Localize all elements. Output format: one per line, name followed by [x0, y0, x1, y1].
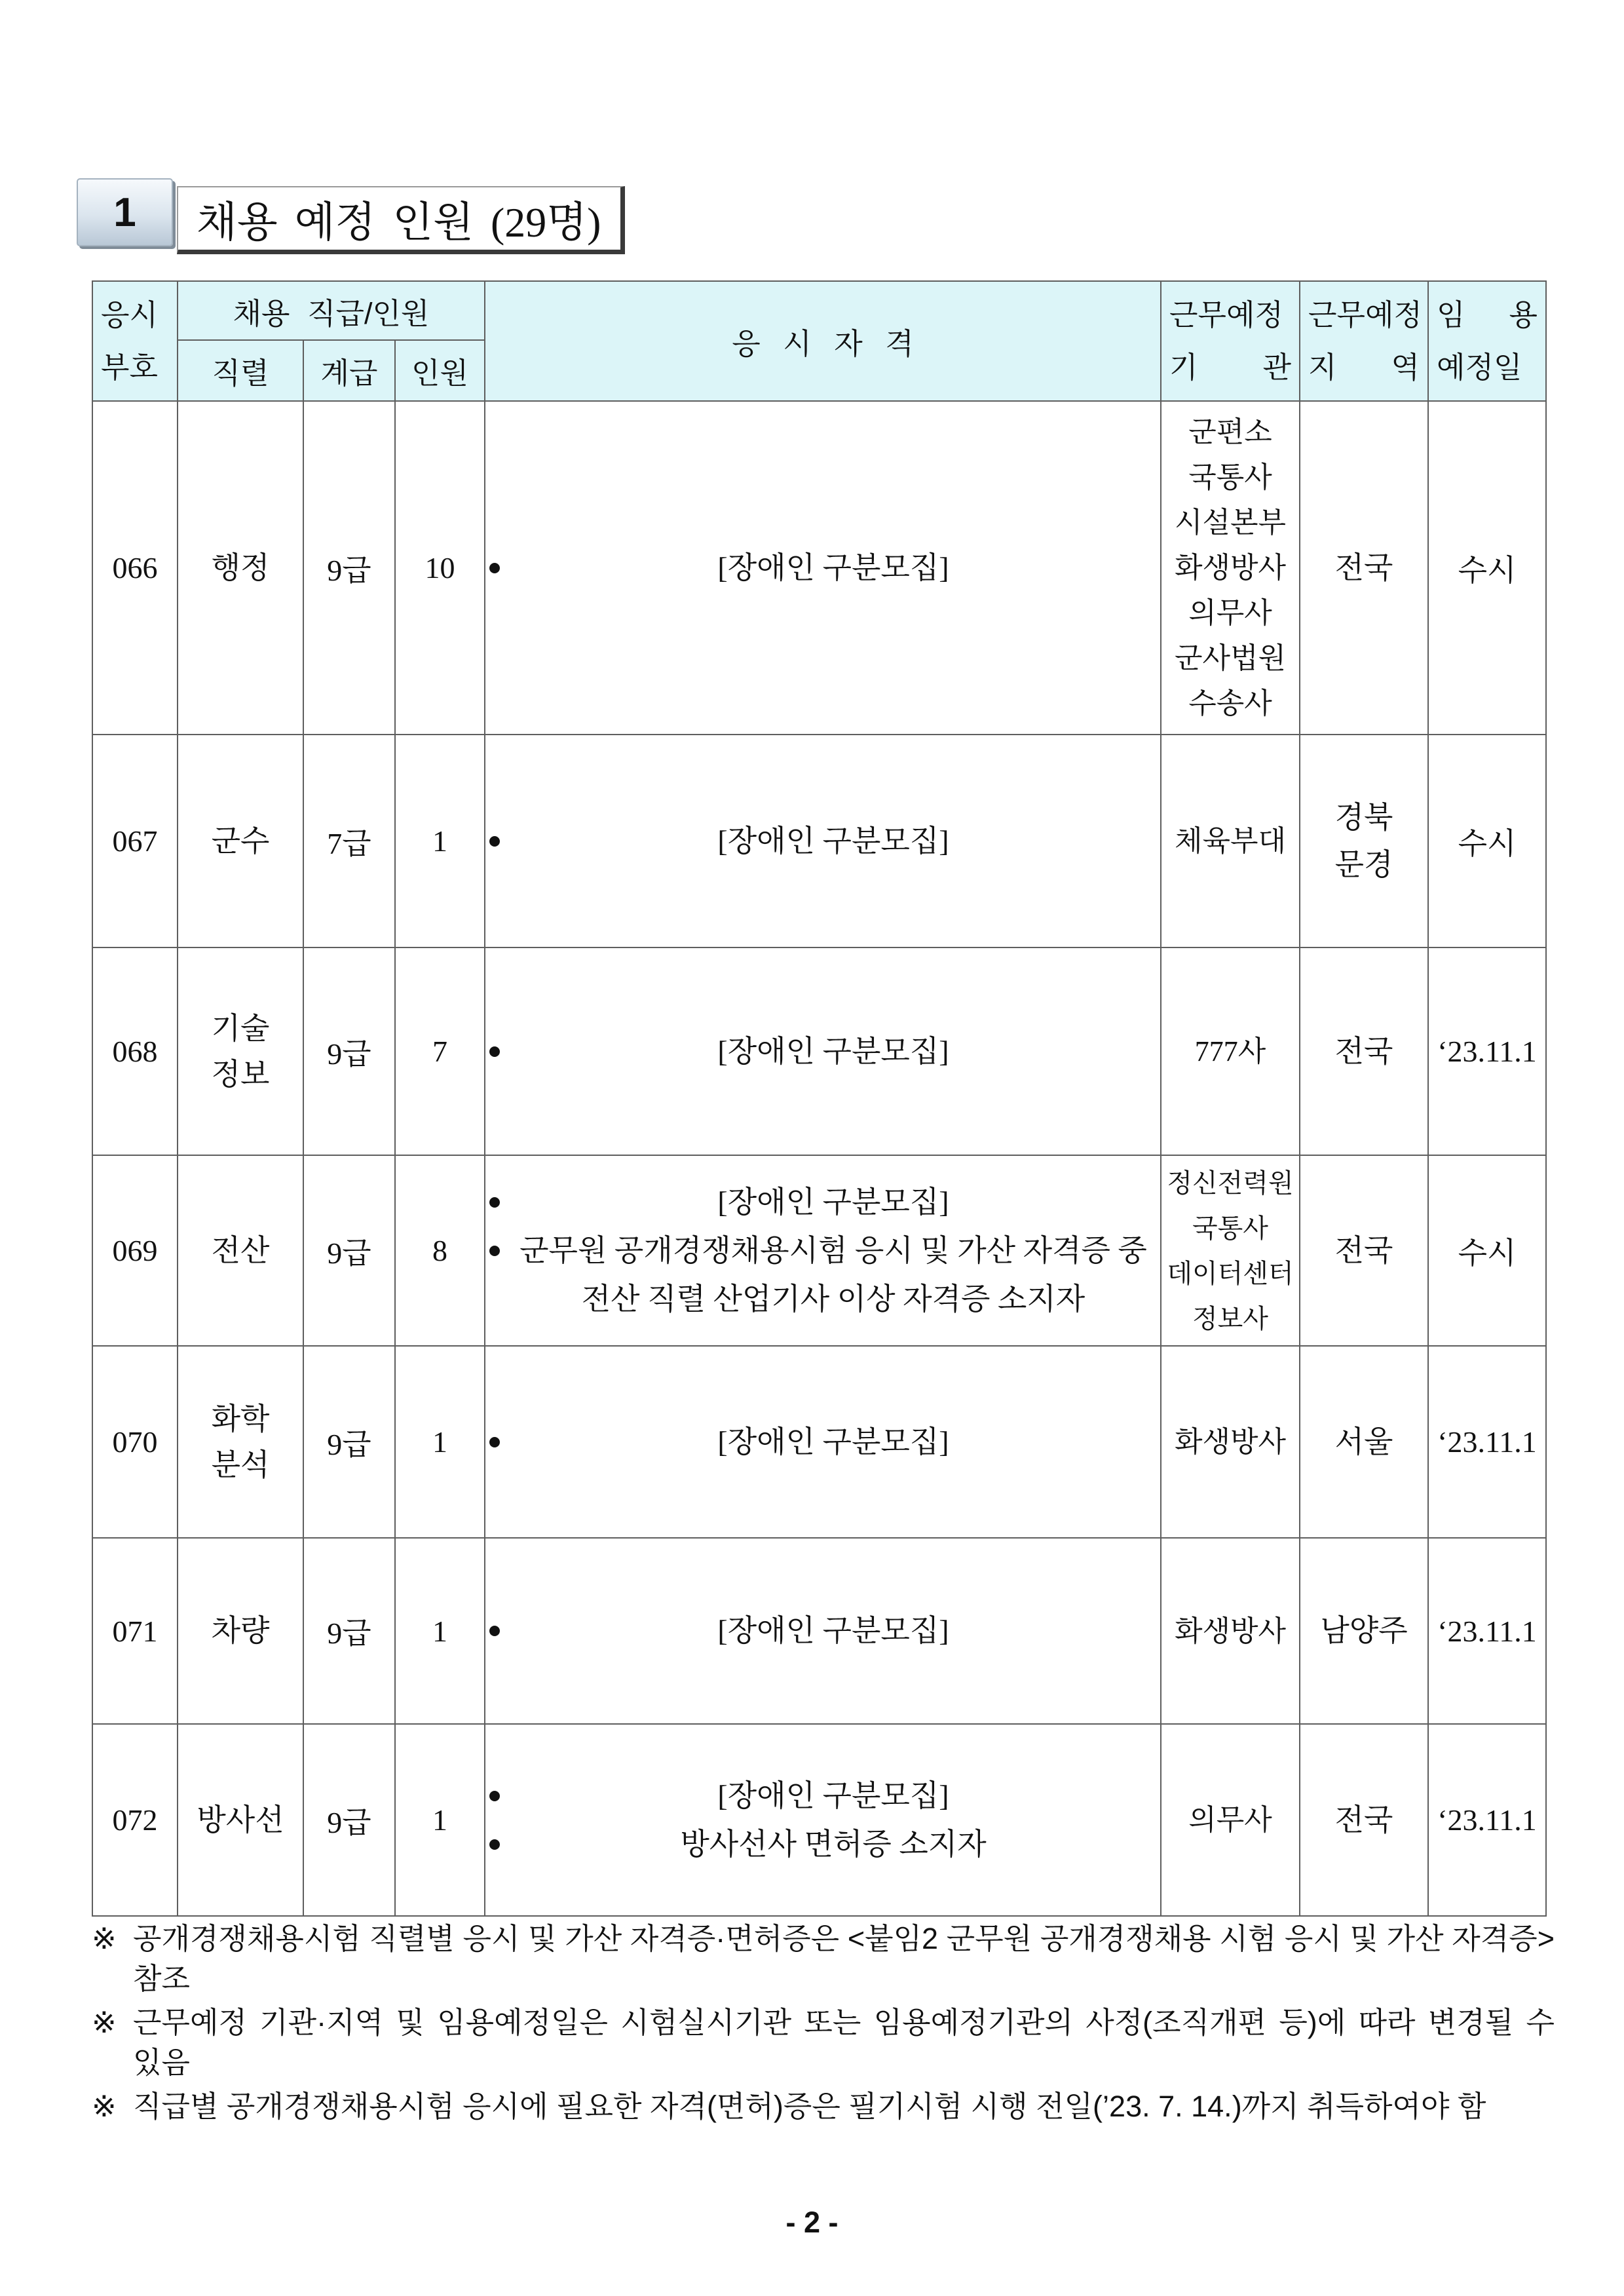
qualification-cell — [485, 735, 1161, 947]
agency-line: 국통사 — [1192, 1213, 1268, 1243]
count-cell: 1 — [395, 1538, 485, 1724]
qualification-text: [장애인 구분모집] — [717, 1778, 949, 1812]
series-cell — [178, 1346, 303, 1538]
bullet-icon — [489, 1246, 500, 1256]
agency-line: 의무사 — [1188, 597, 1272, 629]
header-region — [1300, 281, 1428, 401]
bullet-icon — [489, 1197, 500, 1208]
bullet-icon-wrap — [485, 544, 506, 592]
bullet-icon — [489, 563, 500, 573]
header-appointment-date — [1428, 281, 1546, 401]
qualification-text: 군무원 공개경쟁채용시험 응시 및 가산 자격증 중 전산 직렬 산업기사 이상 자격증 소지자 — [519, 1233, 1147, 1316]
header-line: 근무예정 — [1169, 297, 1283, 332]
qualification-text: [장애인 구분모집] — [717, 550, 949, 584]
agency-cell — [1161, 1155, 1300, 1346]
table-row — [92, 735, 1546, 947]
series-line: 화학 — [211, 1402, 270, 1436]
agency-line: 국통사 — [1188, 461, 1272, 493]
appointment-cell: ‘23.11.1 — [1428, 1538, 1546, 1724]
series-cell — [178, 1538, 303, 1724]
note-item — [92, 2086, 1555, 2126]
qualification-text: 방사선사 면허증 소지자 — [680, 1827, 987, 1861]
header-position-group: 채용 직급/인원 — [178, 281, 485, 340]
region-cell — [1300, 947, 1428, 1155]
agency-line: 777사 — [1194, 1035, 1266, 1067]
region-line: 전국 — [1334, 1034, 1393, 1068]
table-row — [92, 947, 1546, 1155]
bullet-icon — [489, 1626, 500, 1636]
note-mark: ※ — [92, 1922, 117, 1955]
region-cell — [1300, 735, 1428, 947]
count-cell: 1 — [395, 1724, 485, 1916]
region-cell — [1300, 1724, 1428, 1916]
series-line: 차량 — [211, 1614, 270, 1647]
header-grade: 계급 — [303, 340, 395, 401]
agency-line: 화생방사 — [1174, 1426, 1286, 1458]
exam-no-cell: 067 — [92, 735, 178, 947]
bullet-icon — [489, 836, 500, 847]
grade-cell: 9급 — [303, 401, 395, 735]
grade-cell: 9급 — [303, 1724, 395, 1916]
bullet-icon — [489, 1791, 500, 1801]
region-cell — [1300, 401, 1428, 735]
region-cell — [1300, 1538, 1428, 1724]
note-mark: ※ — [92, 2006, 117, 2039]
appointment-cell: ‘23.11.1 — [1428, 947, 1546, 1155]
count-cell: 10 — [395, 401, 485, 735]
agency-line: 화생방사 — [1174, 552, 1286, 584]
qualification-text: [장애인 구분모집] — [717, 1185, 949, 1219]
series-line: 기술 — [211, 1011, 270, 1045]
bullet-icon-wrap — [485, 1227, 506, 1275]
qualification-text: [장애인 구분모집] — [717, 824, 949, 858]
table-row — [92, 1155, 1546, 1346]
header-line: 부호 — [101, 350, 158, 384]
series-cell — [178, 1724, 303, 1916]
bullet-icon-wrap — [485, 1027, 506, 1076]
count-cell: 7 — [395, 947, 485, 1155]
table-row — [92, 1346, 1546, 1538]
qualification-item — [485, 1178, 1160, 1227]
qualification-item — [485, 1607, 1160, 1655]
grade-cell: 9급 — [303, 1346, 395, 1538]
bullet-icon-wrap — [485, 1178, 506, 1227]
notes — [92, 1919, 1555, 2126]
agency-cell — [1161, 947, 1300, 1155]
header-line: 예정일 — [1437, 350, 1522, 384]
series-line: 행정 — [211, 550, 270, 584]
agency-line: 군사법원 — [1174, 642, 1286, 674]
agency-cell — [1161, 1538, 1300, 1724]
bullet-icon — [489, 1046, 500, 1057]
appointment-cell: 수시 — [1428, 735, 1546, 947]
agency-line: 체육부대 — [1174, 825, 1286, 857]
qualification-text: [장애인 구분모집] — [717, 1425, 949, 1459]
exam-no-cell: 069 — [92, 1155, 178, 1346]
series-line: 전산 — [211, 1233, 270, 1267]
grade-cell: 9급 — [303, 947, 395, 1155]
header-count: 인원 — [395, 340, 485, 401]
bullet-icon-wrap — [485, 1607, 506, 1655]
appointment-cell: ‘23.11.1 — [1428, 1346, 1546, 1538]
qualification-cell — [485, 947, 1161, 1155]
table-row — [92, 401, 1546, 735]
note-item — [92, 1919, 1555, 1999]
appointment-cell: ‘23.11.1 — [1428, 1724, 1546, 1916]
qualification-item — [485, 1820, 1160, 1869]
header-line: 응시 — [101, 297, 158, 332]
bullet-icon-wrap — [485, 1820, 506, 1869]
qualification-text: [장애인 구분모집] — [717, 1614, 949, 1647]
region-line: 남양주 — [1320, 1614, 1408, 1647]
appointment-cell: 수시 — [1428, 1155, 1546, 1346]
series-cell — [178, 401, 303, 735]
section-title: 채용 예정 인원 (29명) — [197, 199, 601, 246]
region-line: 전국 — [1334, 1803, 1393, 1837]
series-cell — [178, 735, 303, 947]
agency-line: 정신전력원 — [1167, 1168, 1294, 1198]
section-title-box — [177, 186, 625, 254]
agency-line: 정보사 — [1192, 1303, 1268, 1333]
note-item — [92, 2002, 1555, 2082]
agency-line: 의무사 — [1188, 1804, 1272, 1836]
qualification-item — [485, 817, 1160, 866]
series-line: 군수 — [211, 824, 270, 858]
agency-line: 화생방사 — [1174, 1615, 1286, 1647]
page-number: - 2 - — [785, 2206, 839, 2239]
region-cell — [1300, 1155, 1428, 1346]
exam-no-cell: 071 — [92, 1538, 178, 1724]
series-line: 정보 — [211, 1057, 270, 1091]
grade-cell: 9급 — [303, 1155, 395, 1346]
agency-line: 군편소 — [1188, 416, 1272, 448]
qualification-text: [장애인 구분모집] — [717, 1034, 949, 1068]
agency-line: 수송사 — [1188, 687, 1272, 719]
qualification-cell — [485, 1155, 1161, 1346]
count-cell: 1 — [395, 735, 485, 947]
agency-cell — [1161, 735, 1300, 947]
recruitment-table — [92, 280, 1547, 1917]
header-line: 임 용 — [1437, 297, 1538, 332]
table-header-row — [92, 281, 1546, 340]
grade-cell: 7급 — [303, 735, 395, 947]
qualification-item — [485, 1418, 1160, 1466]
header-line: 기 관 — [1169, 350, 1291, 384]
qualification-cell — [485, 1538, 1161, 1724]
table-row — [92, 1724, 1546, 1916]
exam-no-cell: 066 — [92, 401, 178, 735]
region-line: 경북 — [1334, 800, 1393, 834]
qualification-item — [485, 1227, 1160, 1324]
exam-no-cell: 068 — [92, 947, 178, 1155]
region-line: 전국 — [1334, 1233, 1393, 1267]
header-agency — [1161, 281, 1300, 401]
qualification-cell — [485, 1346, 1161, 1538]
exam-no-cell: 070 — [92, 1346, 178, 1538]
bullet-icon-wrap — [485, 1418, 506, 1466]
note-text: 직급별 공개경쟁채용시험 응시에 필요한 자격(면허)증은 필기시험 시행 전일(’23. 7. 14.)까지 취득하여야 함 — [133, 2090, 1486, 2123]
bullet-icon-wrap — [485, 1772, 506, 1820]
agency-line: 시설본부 — [1174, 507, 1286, 539]
series-line: 방사선 — [197, 1803, 284, 1837]
note-text: 공개경쟁채용시험 직렬별 응시 및 가산 자격증·면허증은 <붙임2 군무원 공개경쟁채용 시험 응시 및 가산 자격증> 참조 — [133, 1922, 1555, 1995]
section-number-badge — [77, 178, 173, 246]
header-exam-no — [92, 281, 178, 401]
qualification-cell — [485, 401, 1161, 735]
grade-cell: 9급 — [303, 1538, 395, 1724]
series-cell — [178, 1155, 303, 1346]
bullet-icon-wrap — [485, 817, 506, 866]
header-line: 지 역 — [1308, 350, 1420, 384]
appointment-cell: 수시 — [1428, 401, 1546, 735]
region-line: 문경 — [1334, 847, 1393, 881]
note-text: 근무예정 기관·지역 및 임용예정일은 시험실시기관 또는 임용예정기관의 사정(조직개편 등)에 따라 변경될 수 있음 — [133, 2006, 1555, 2079]
qualification-item — [485, 1027, 1160, 1076]
agency-line: 데이터센터 — [1167, 1258, 1294, 1288]
section-number: 1 — [113, 189, 136, 235]
qualification-item — [485, 544, 1160, 592]
header-line: 근무예정 — [1308, 297, 1422, 332]
table-row — [92, 1538, 1546, 1724]
note-mark: ※ — [92, 2090, 117, 2123]
count-cell: 8 — [395, 1155, 485, 1346]
agency-cell — [1161, 1346, 1300, 1538]
exam-no-cell: 072 — [92, 1724, 178, 1916]
region-line: 전국 — [1334, 550, 1393, 584]
qualification-item — [485, 1772, 1160, 1820]
agency-cell — [1161, 401, 1300, 735]
bullet-icon — [489, 1437, 500, 1447]
bullet-icon — [489, 1839, 500, 1850]
header-qualification: 응 시 자 격 — [485, 281, 1161, 401]
region-cell — [1300, 1346, 1428, 1538]
region-line: 서울 — [1334, 1425, 1393, 1459]
series-line: 분석 — [211, 1447, 270, 1482]
count-cell: 1 — [395, 1346, 485, 1538]
agency-cell — [1161, 1724, 1300, 1916]
header-series: 직렬 — [178, 340, 303, 401]
series-cell — [178, 947, 303, 1155]
qualification-cell — [485, 1724, 1161, 1916]
